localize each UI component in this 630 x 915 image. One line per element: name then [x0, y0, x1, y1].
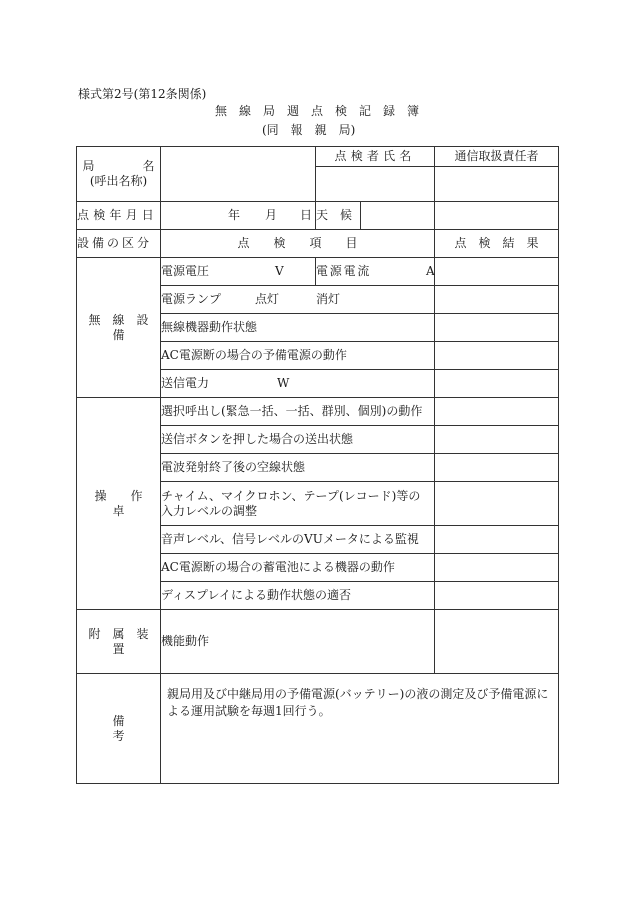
weather-field[interactable] [361, 202, 435, 230]
date-label: 点検年月日 [77, 202, 161, 230]
result-cell[interactable] [435, 314, 559, 342]
item-power-lamp: 電源ランプ 点灯 消灯 [161, 286, 435, 314]
result-label: 点 検 結 果 [435, 230, 559, 258]
date-year-unit: 年 [228, 208, 241, 222]
result-cell[interactable] [435, 398, 559, 426]
responsible-name-field[interactable] [435, 167, 559, 202]
power-unit: W [277, 376, 290, 390]
remarks-label: 備 考 [77, 674, 161, 784]
lamp-off-option: 消灯 [316, 292, 341, 306]
voltage-unit: V [275, 264, 284, 278]
result-cell[interactable] [435, 286, 559, 314]
form-number: 様式第2号(第12条関係) [78, 87, 207, 101]
item-input-level: チャイム、マイクロホン、テープ(レコード)等の入力レベルの調整 [161, 482, 435, 526]
result-cell[interactable] [435, 610, 559, 674]
date-field[interactable] [161, 202, 316, 230]
result-cell[interactable] [435, 526, 559, 554]
item-radio-operation: 無線機器動作状態 [161, 314, 435, 342]
current-unit: A [426, 264, 435, 278]
responsible-label: 通信取扱責任者 [435, 147, 559, 167]
section-console: 操 作 卓 [77, 398, 161, 610]
item-supply-current: 電源電流 A [316, 258, 435, 286]
item-battery-operation: AC電源断の場合の蓄電池による機器の動作 [161, 554, 435, 582]
date-day-unit: 日 [300, 208, 313, 222]
remarks-cell [161, 674, 559, 784]
date-extra-field[interactable] [435, 202, 559, 230]
date-month-unit: 月 [265, 208, 278, 222]
remarks-text: 親局用及び中継局用の予備電源(バッテリー)の液の測定及び予備電源による運用試験を毎週1回行う。 [167, 687, 549, 718]
result-cell[interactable] [435, 370, 559, 398]
result-cell[interactable] [435, 454, 559, 482]
lamp-on-option: 点灯 [255, 292, 280, 306]
station-sublabel: (呼出名称) [89, 174, 148, 188]
station-label: 局 名 [82, 159, 155, 173]
result-cell[interactable] [435, 426, 559, 454]
item-display-status: ディスプレイによる動作状態の適否 [161, 582, 435, 610]
result-cell[interactable] [435, 582, 559, 610]
inspector-name-field[interactable] [316, 167, 435, 202]
item-function: 機能動作 [161, 610, 435, 674]
item-supply-voltage: 電源電圧 V [161, 258, 316, 286]
page-title: 無 線 局 週 点 検 記 録 簿 [215, 104, 420, 118]
page-subtitle: (同 報 親 局) [262, 123, 356, 137]
result-cell[interactable] [435, 258, 559, 286]
items-label: 点 検 項 目 [161, 230, 435, 258]
item-transmit-power: 送信電力 W [161, 370, 435, 398]
inspector-label: 点検者氏名 [316, 147, 435, 167]
section-accessory: 附 属 装 置 [77, 610, 161, 674]
item-selective-call: 選択呼出し(緊急一括、一括、群別、個別)の動作 [161, 398, 435, 426]
item-transmit-button: 送信ボタンを押した場合の送出状態 [161, 426, 435, 454]
item-idle-line: 電波発射終了後の空線状態 [161, 454, 435, 482]
item-vu-meter: 音声レベル、信号レベルのVUメータによる監視 [161, 526, 435, 554]
station-label-cell [77, 147, 161, 202]
result-cell[interactable] [435, 482, 559, 526]
weather-label: 天 候 [316, 202, 361, 230]
station-name-field[interactable] [161, 147, 316, 202]
category-label: 設備の区分 [77, 230, 161, 258]
item-backup-power: AC電源断の場合の予備電源の動作 [161, 342, 435, 370]
result-cell[interactable] [435, 342, 559, 370]
result-cell[interactable] [435, 554, 559, 582]
section-radio-equipment: 無 線 設 備 [77, 258, 161, 398]
inspection-form-table [76, 146, 559, 784]
